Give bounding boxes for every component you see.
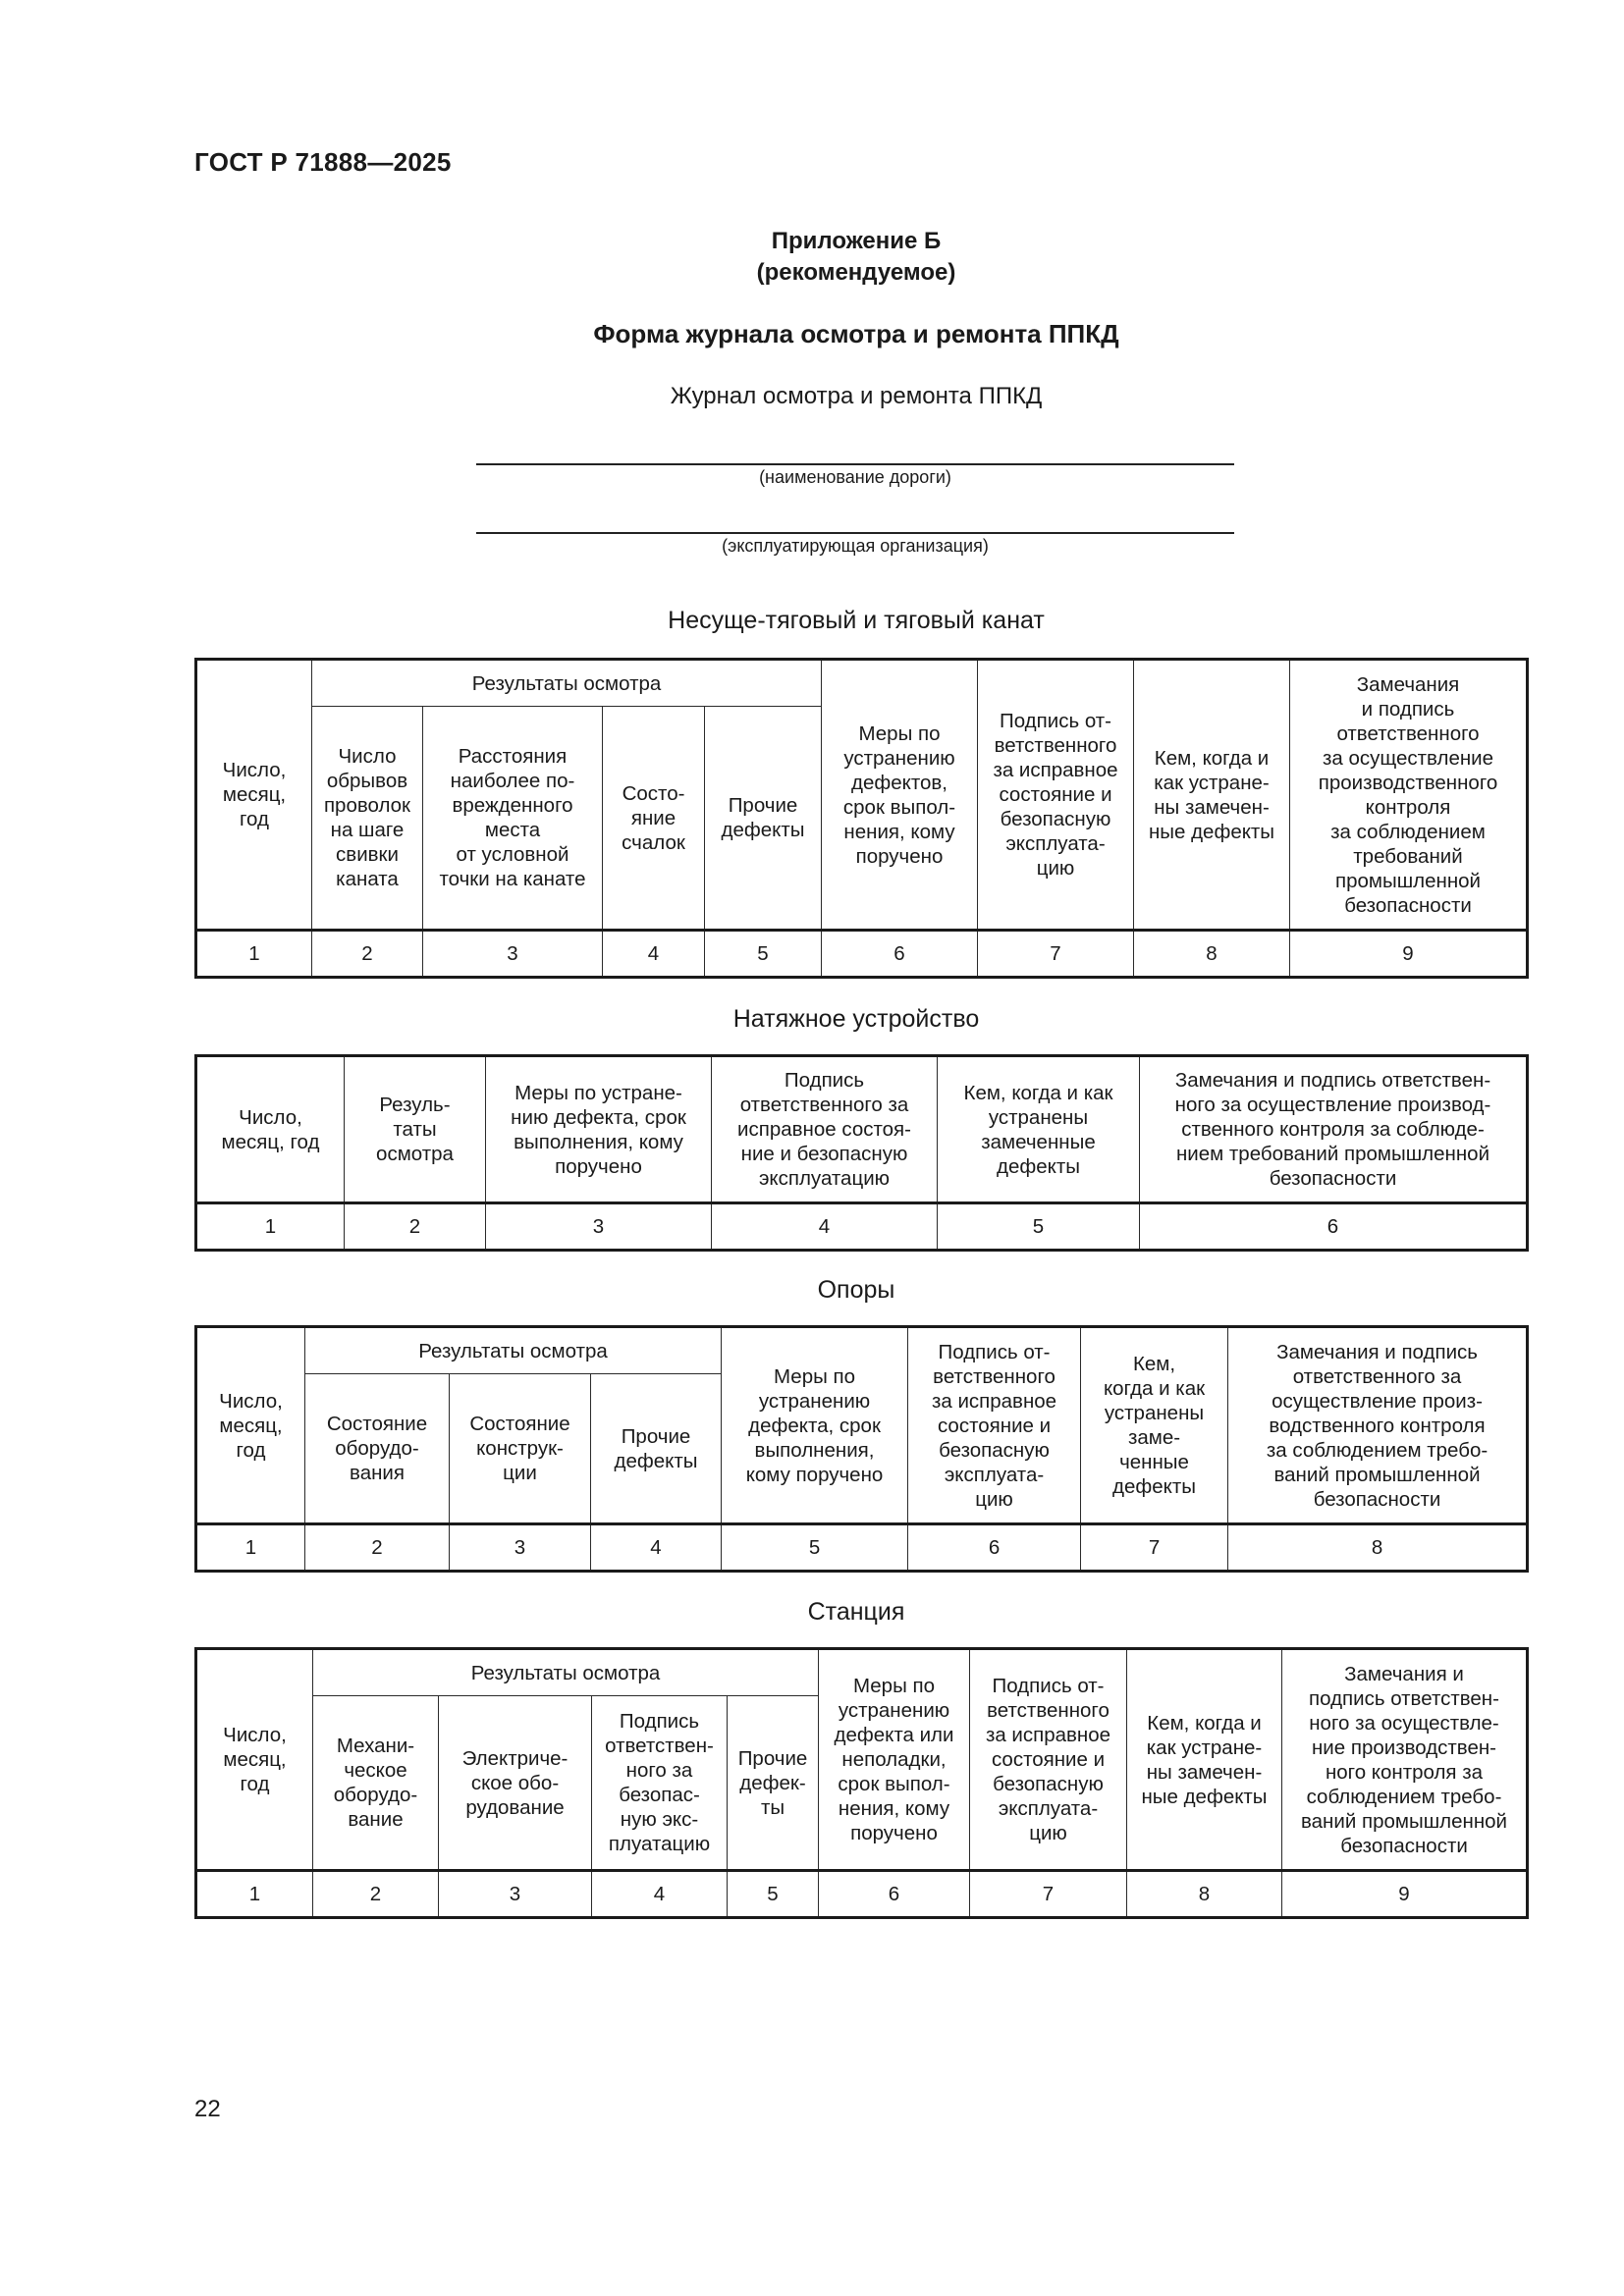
form-title: Форма журнала осмотра и ремонта ППКД (593, 319, 1119, 348)
station-col-number: 4 (592, 1871, 728, 1918)
tensioner-col-number: 4 (712, 1203, 938, 1251)
tensioner-col-number: 6 (1140, 1203, 1528, 1251)
station-col-number: 2 (313, 1871, 439, 1918)
station-table (194, 1647, 1529, 1919)
station-section-title: Станция (807, 1598, 905, 1626)
station-col-number: 8 (1127, 1871, 1282, 1918)
station-header-fixed-by: Кем, когда и как устране- ны замечен- ные дефекты (1127, 1649, 1282, 1871)
supports-header-structure: Состояние конструк- ции (450, 1374, 591, 1524)
supports-table (194, 1325, 1529, 1573)
supports-col-number: 6 (908, 1524, 1081, 1572)
appendix-status: (рекомендуемое) (756, 259, 956, 286)
rope-header-splices: Состо- яние счалок (603, 707, 705, 931)
supports-header-fixed-by: Кем, когда и как устранены заме- ченные дефекты (1081, 1327, 1228, 1524)
rope-header-other-defects: Прочие дефекты (705, 707, 822, 931)
supports-col-number: 2 (305, 1524, 450, 1572)
tensioner-header-signature: Подпись ответственного за исправное состоя- ние и безопасную эксплуатацию (712, 1056, 938, 1203)
appendix-heading (0, 226, 1624, 289)
supports-col-number: 8 (1228, 1524, 1528, 1572)
supports-header-measures: Меры по устранению дефекта, срок выполнения, кому поручено (722, 1327, 908, 1524)
road-name-line (476, 463, 1234, 465)
tensioner-header-measures: Меры по устране- нию дефекта, срок выполнения, кому поручено (486, 1056, 712, 1203)
rope-header-fixed-by: Кем, когда и как устране- ны замечен- ные дефекты (1134, 660, 1290, 931)
station-col-number: 9 (1282, 1871, 1528, 1918)
station-header-mechanical: Механи- ческое оборудо- вание (313, 1696, 439, 1871)
station-header-group-results: Результаты осмотра (313, 1649, 819, 1696)
rope-col-number: 6 (822, 931, 978, 978)
supports-header-date: Число, месяц, год (196, 1327, 305, 1524)
tensioner-col-number: 2 (345, 1203, 486, 1251)
rope-header-signature: Подпись от- ветственного за исправное состояние и безопасную эксплуата- цию (978, 660, 1134, 931)
tensioner-header-results: Резуль- таты осмотра (345, 1056, 486, 1203)
rope-col-number: 8 (1134, 931, 1290, 978)
supports-section-title: Опоры (817, 1276, 895, 1304)
rope-header-remarks: Замечания и подпись ответственного за осуществление производственного контроля за соблюдением требований промышленной безопасности (1290, 660, 1528, 931)
rope-header-group-results: Результаты осмотра (312, 660, 822, 707)
rope-col-number: 2 (312, 931, 423, 978)
supports-header-group-results: Результаты осмотра (305, 1327, 722, 1374)
station-col-number: 1 (196, 1871, 313, 1918)
supports-col-number: 1 (196, 1524, 305, 1572)
station-header-other-defects: Прочие дефек- ты (728, 1696, 819, 1871)
road-name-caption: (наименование дороги) (759, 467, 951, 487)
station-header-date: Число, месяц, год (196, 1649, 313, 1871)
supports-header-remarks: Замечания и подпись ответственного за осуществление произ- водственного контроля за соблюдением требо- ваний промышленной безопасности (1228, 1327, 1528, 1524)
rope-col-number: 5 (705, 931, 822, 978)
supports-header-equipment: Состояние оборудо- вания (305, 1374, 450, 1524)
tensioner-header-fixed-by: Кем, когда и как устранены замеченные дефекты (938, 1056, 1140, 1203)
tensioner-section-title: Натяжное устройство (732, 1005, 980, 1033)
organization-caption: (эксплуатирующая организация) (722, 536, 989, 556)
rope-header-distance: Расстояния наиболее по- врежденного места от условной точки на канате (423, 707, 603, 931)
rope-header-date: Число, месяц, год (196, 660, 312, 931)
rope-section-title: Несуще-тяговый и тяговый канат (668, 607, 1045, 634)
rope-table (194, 658, 1529, 979)
tensioner-col-number: 5 (938, 1203, 1140, 1251)
journal-title: Журнал осмотра и ремонта ППКД (670, 383, 1043, 409)
rope-col-number: 1 (196, 931, 312, 978)
supports-col-number: 4 (591, 1524, 722, 1572)
tensioner-table (194, 1054, 1529, 1252)
tensioner-col-number: 3 (486, 1203, 712, 1251)
rope-col-number: 7 (978, 931, 1134, 978)
rope-col-number: 9 (1290, 931, 1528, 978)
supports-col-number: 7 (1081, 1524, 1228, 1572)
supports-col-number: 3 (450, 1524, 591, 1572)
station-header-measures: Меры по устранению дефекта или неполадки, срок выпол- нения, кому поручено (819, 1649, 970, 1871)
station-col-number: 7 (970, 1871, 1127, 1918)
supports-col-number: 5 (722, 1524, 908, 1572)
appendix-title: Приложение Б (771, 228, 942, 254)
station-header-electrical: Электриче- ское обо- рудование (439, 1696, 592, 1871)
station-col-number: 5 (728, 1871, 819, 1918)
rope-header-broken-wires: Число обрывов проволок на шаге свивки каната (312, 707, 423, 931)
document-code: ГОСТ Р 71888—2025 (194, 147, 452, 177)
rope-col-number: 4 (603, 931, 705, 978)
supports-header-signature: Подпись от- ветственного за исправное состояние и безопасную эксплуата- цию (908, 1327, 1081, 1524)
tensioner-col-number: 1 (196, 1203, 345, 1251)
organization-line (476, 532, 1234, 534)
supports-header-other-defects: Прочие дефекты (591, 1374, 722, 1524)
station-col-number: 6 (819, 1871, 970, 1918)
page-number: 22 (194, 2096, 221, 2122)
station-header-signature: Подпись от- ветственного за исправное состояние и безопасную эксплуата- цию (970, 1649, 1127, 1871)
tensioner-header-remarks: Замечания и подпись ответствен- ного за осуществление производ- ственного контроля за соблюде- нием требований промышленной безопасности (1140, 1056, 1528, 1203)
rope-col-number: 3 (423, 931, 603, 978)
station-header-safe-operation: Подпись ответствен- ного за безопас- ную экс- плуатацию (592, 1696, 728, 1871)
tensioner-header-date: Число, месяц, год (196, 1056, 345, 1203)
rope-header-measures: Меры по устранению дефектов, срок выпол- нения, кому поручено (822, 660, 978, 931)
station-col-number: 3 (439, 1871, 592, 1918)
station-header-remarks: Замечания и подпись ответствен- ного за осуществле- ние производствен- ного контроля за соблюдением требо- ваний промышленной безопасности (1282, 1649, 1528, 1871)
